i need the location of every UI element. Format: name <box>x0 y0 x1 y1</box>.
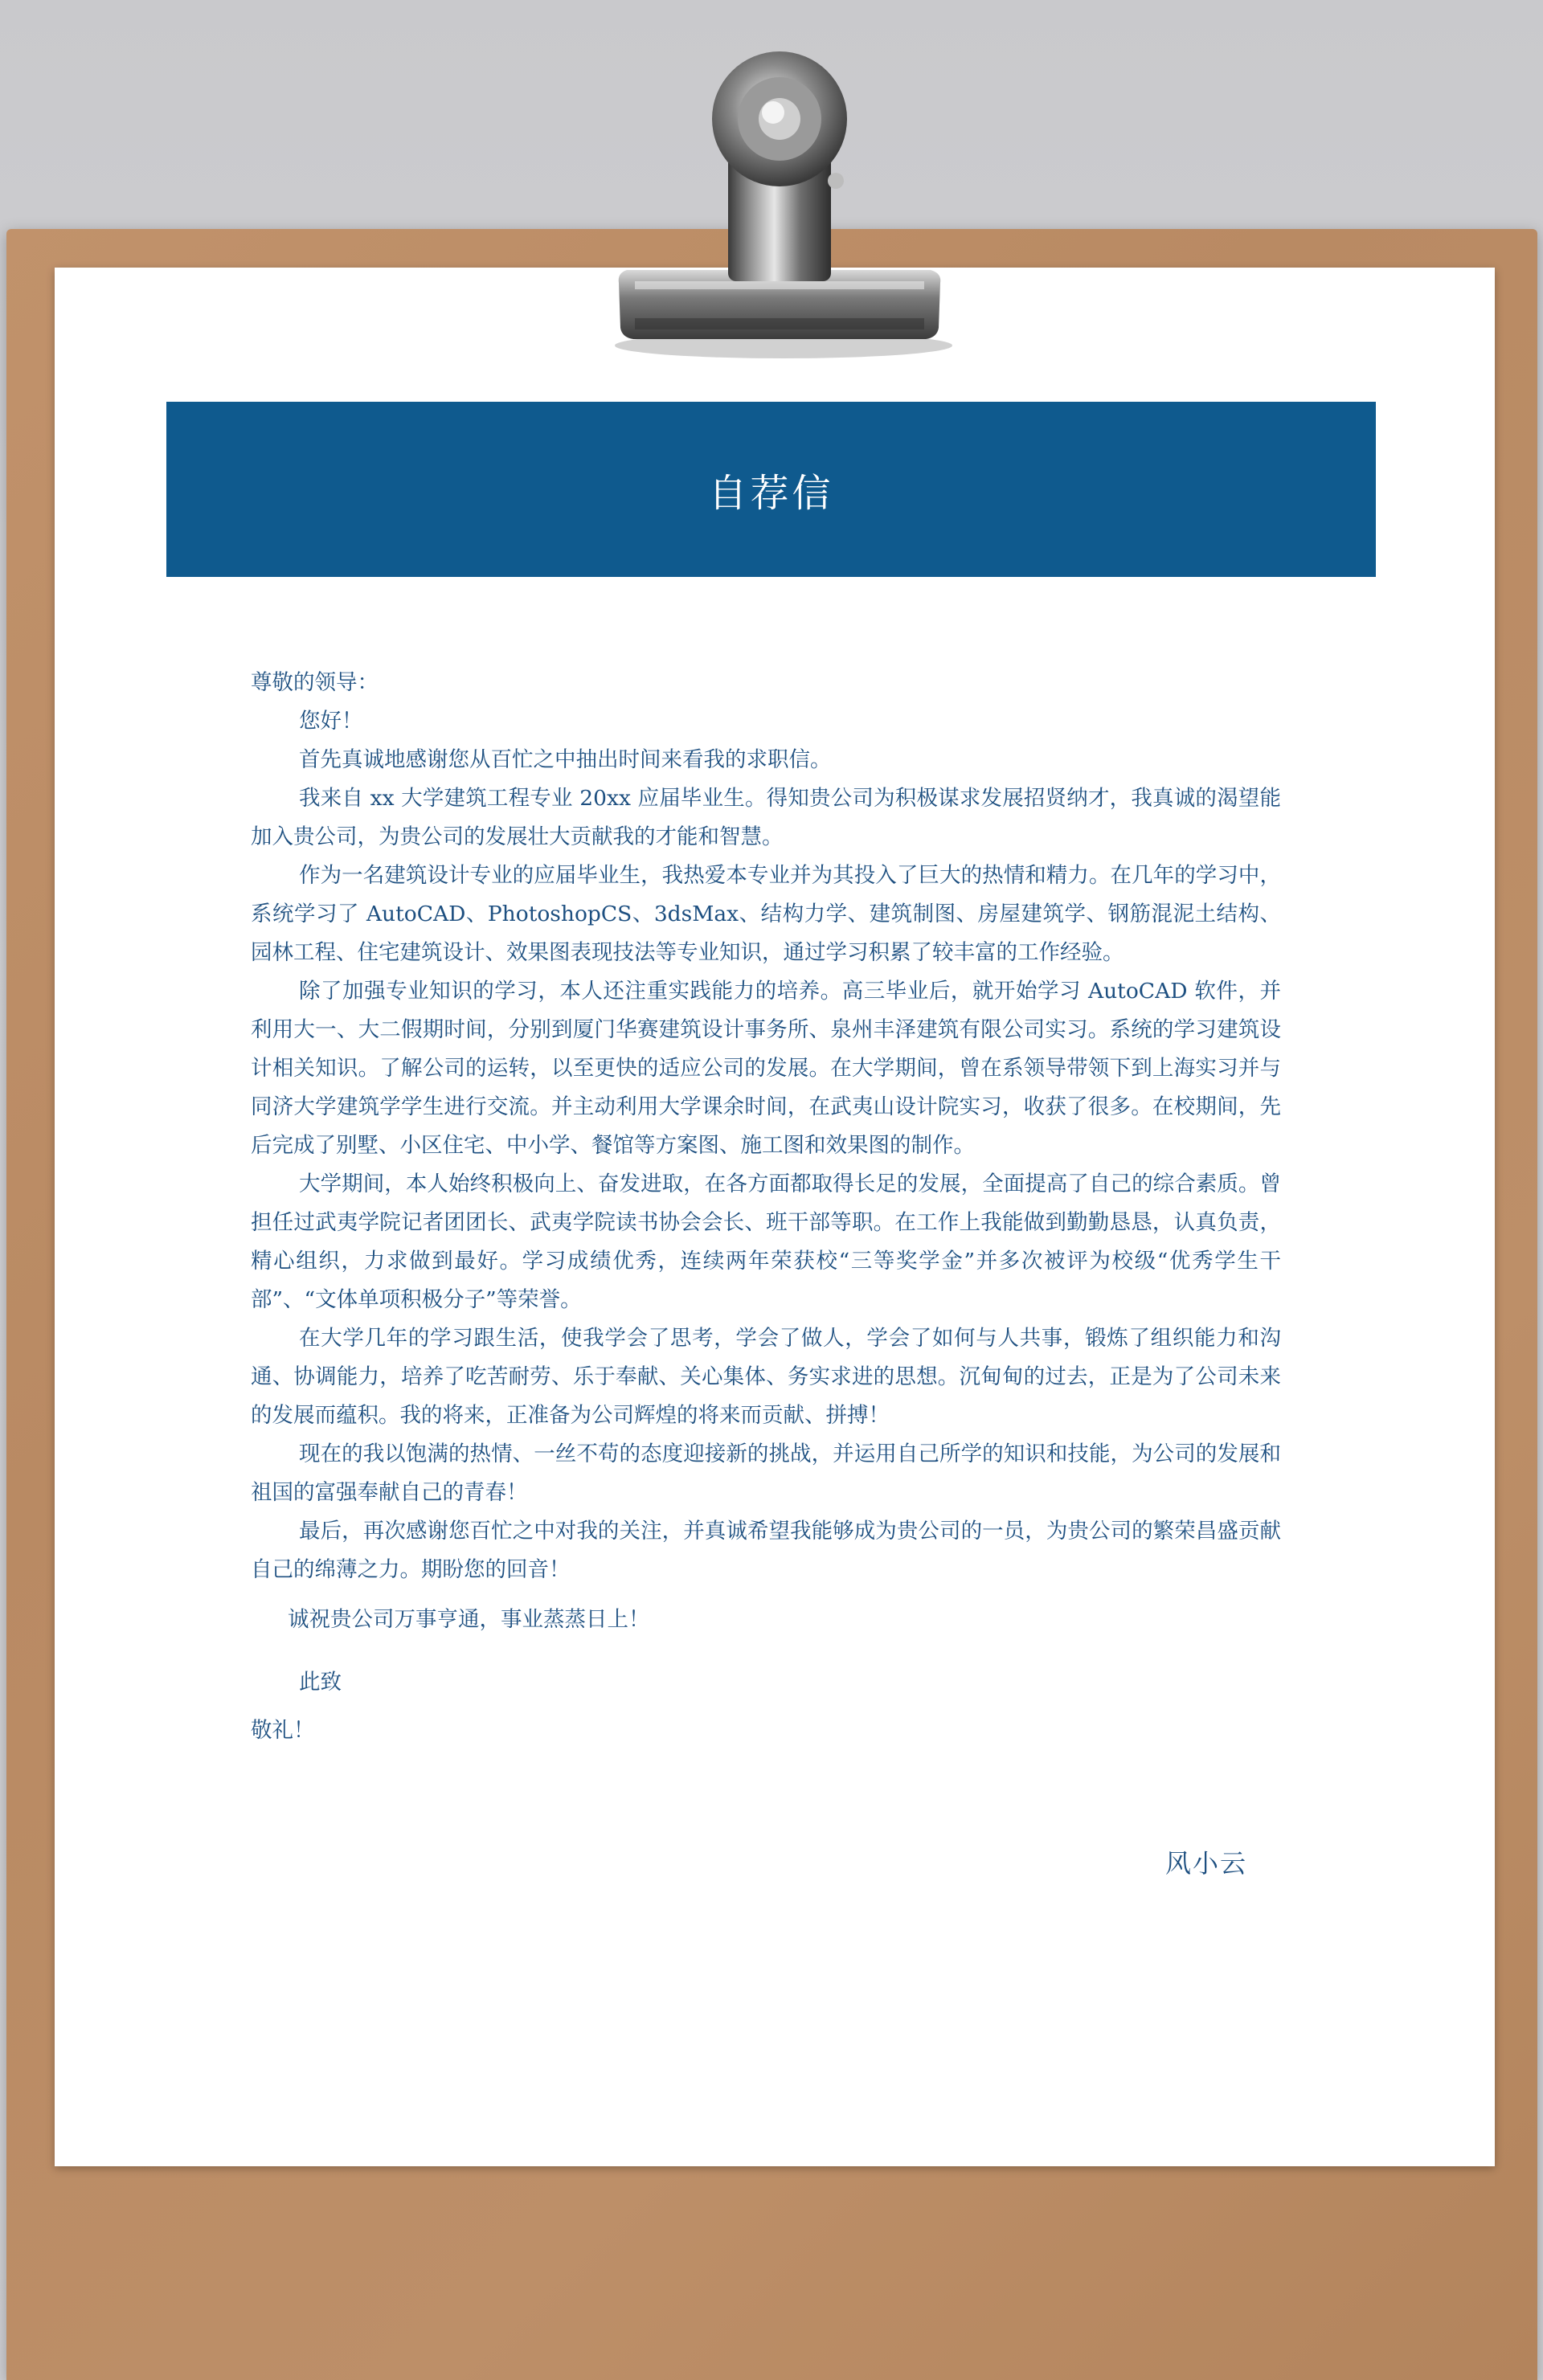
paragraph-now: 现在的我以饱满的热情、一丝不苟的态度迎接新的挑战，并运用自己所学的知识和技能，为公司的发展和祖国的富强奉献自己的青春！ <box>251 1441 1281 1505</box>
salutation: 尊敬的领导： <box>251 670 379 695</box>
paragraph-life: 在大学几年的学习跟生活，使我学会了思考，学会了做人，学会了如何与人共事，锻炼了组织能力和沟通、协调能力，培养了吃苦耐劳、乐于奉献、关心集体、务实求进的思想。沉甸甸的过去，正是为了公司未来的发展而蕴积。我的将来，正准备为公司辉煌的将来而贡献、拼搏！ <box>251 1326 1281 1428</box>
paragraph-final: 最后，再次感谢您百忙之中对我的关注，并真诚希望我能够成为贵公司的一员，为贵公司的繁荣昌盛贡献自己的绵薄之力。期盼您的回音！ <box>251 1519 1281 1582</box>
page-title: 自荐信 <box>708 470 834 516</box>
greeting: 您好！ <box>299 709 363 734</box>
paragraph-thanks: 首先真诚地感谢您从百忙之中抽出时间来看我的求职信。 <box>299 747 832 772</box>
closing-jingli: 敬礼！ <box>251 1718 315 1743</box>
closing-cizhi: 此致 <box>299 1670 342 1695</box>
title-banner <box>166 402 1376 577</box>
paragraph-university: 大学期间，本人始终积极向上、奋发进取，在各方面都取得长足的发展，全面提高了自己的综合素质。曾担任过武夷学院记者团团长、武夷学院读书协会会长、班干部等职。在工作上我能做到勤勤恳恳，认真负责，精心组织，力求做到最好。学习成绩优秀，连续两年荣获校“三等奖学金”并多次被评为校级“优秀学生干部”、“文体单项积极分子”等荣誉。 <box>251 1172 1281 1312</box>
paragraph-intro: 我来自 xx 大学建筑工程专业 20xx 应届毕业生。得知贵公司为积极谋求发展招贤纳才，我真诚的渴望能加入贵公司，为贵公司的发展壮大贡献我的才能和智慧。 <box>251 786 1281 849</box>
signature: 风小云 <box>1165 1848 1248 1879</box>
closing-wish: 诚祝贵公司万事亨通，事业蒸蒸日上！ <box>288 1607 650 1632</box>
paragraph-study: 作为一名建筑设计专业的应届毕业生，我热爱本专业并为其投入了巨大的热情和精力。在几年的学习中，系统学习了 AutoCAD、PhotoshopCS、3dsMax、结构力学、建筑制图、房屋建筑学、钢筋混泥土结构、园林工程、住宅建筑设计、效果图表现技法等专业知识，通过学习积累了较丰富的工作经验。 <box>251 863 1281 965</box>
letter-body <box>251 664 1281 1750</box>
paragraph-practice: 除了加强专业知识的学习，本人还注重实践能力的培养。高三毕业后，就开始学习 AutoCAD 软件，并利用大一、大二假期时间，分别到厦门华赛建筑设计事务所、泉州丰泽建筑有限公司实习。系统的学习建筑设计相关知识。了解公司的运转，以至更快的适应公司的发展。在大学期间，曾在系领导带领下到上海实习并与同济大学建筑学学生进行交流。并主动利用大学课余时间，在武夷山设计院实习，收获了很多。在校期间，先后完成了别墅、小区住宅、中小学、餐馆等方案图、施工图和效果图的制作。 <box>251 979 1281 1158</box>
